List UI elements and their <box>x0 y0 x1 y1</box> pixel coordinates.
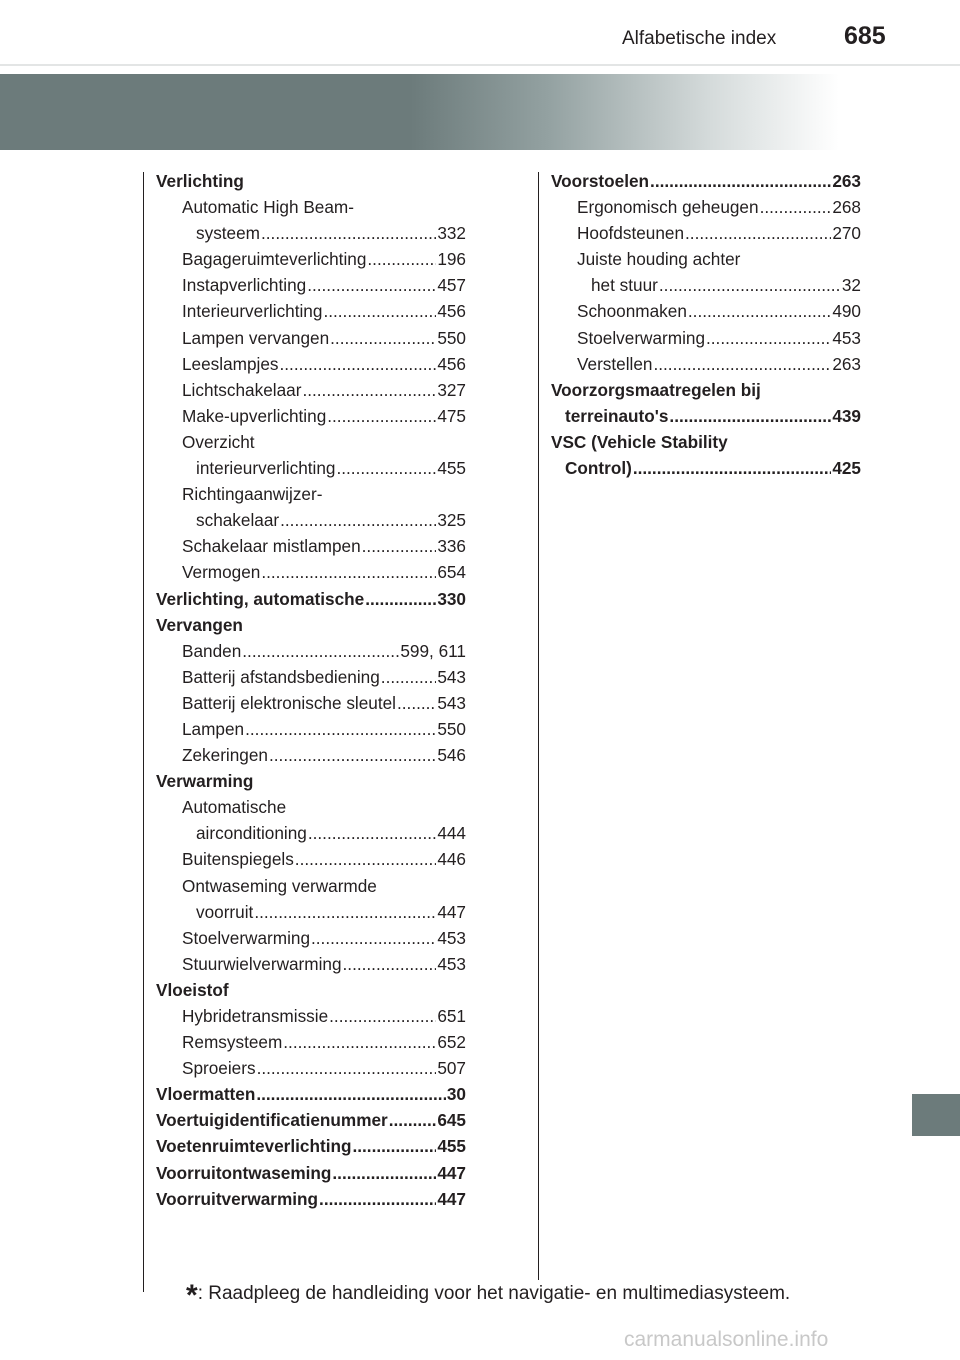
index-entry-page: 654 <box>437 562 466 583</box>
index-entry-page: 330 <box>437 588 466 609</box>
index-entry-page: 270 <box>832 223 861 244</box>
dot-leader <box>319 1186 436 1212</box>
index-entry-page: 543 <box>437 692 466 713</box>
index-entry-term: Voetenruimteverlichting <box>156 1136 352 1157</box>
index-entry-term: Lampen <box>182 718 245 739</box>
index-entry-page: 439 <box>832 405 861 426</box>
header-divider <box>0 64 960 66</box>
index-entry-term: Verwarming <box>156 771 254 792</box>
dot-leader <box>389 1107 437 1133</box>
index-entry-page: 455 <box>437 458 466 479</box>
index-entry <box>156 429 466 455</box>
index-entry-term: Verstellen <box>577 353 653 374</box>
index-entry-page: 490 <box>832 301 861 322</box>
dot-leader <box>659 272 841 298</box>
index-entry <box>156 586 466 612</box>
header-banner <box>0 74 912 150</box>
index-entry-page: 32 <box>841 275 861 296</box>
index-entry-page: 456 <box>437 301 466 322</box>
index-entry <box>156 612 466 638</box>
dot-leader <box>327 403 436 429</box>
dot-leader <box>633 455 831 481</box>
index-entry-page: 457 <box>437 275 466 296</box>
index-entry-term: Hybridetransmissie <box>182 1006 329 1026</box>
index-entry <box>551 220 861 246</box>
index-entry-term: Vloeistof <box>156 979 229 1000</box>
index-entry <box>156 664 466 690</box>
index-entry-term: Juiste houding achter <box>577 249 741 270</box>
dot-leader <box>650 168 831 194</box>
index-entry <box>156 377 466 403</box>
index-entry <box>156 272 466 298</box>
index-entry-term: Lichtschakelaar <box>182 379 302 400</box>
page-number: 685 <box>844 22 886 50</box>
index-entry-term: Vloermatten <box>156 1084 256 1105</box>
index-entry-page: 325 <box>437 510 466 531</box>
dot-leader <box>669 403 831 429</box>
index-entry <box>156 507 466 533</box>
index-entry-page: 453 <box>832 327 861 348</box>
index-entry-term: Interieurverlichting <box>182 301 323 322</box>
index-entry <box>551 351 861 377</box>
index-entry <box>156 533 466 559</box>
index-entry-term: VSC (Vehicle Stability <box>551 431 728 452</box>
dot-leader <box>256 1081 446 1107</box>
left-column-rule <box>143 172 144 1292</box>
index-entry <box>551 377 861 403</box>
index-entry <box>156 559 466 585</box>
index-entry <box>156 951 466 977</box>
index-entry <box>156 873 466 899</box>
index-entry <box>156 455 466 481</box>
dot-leader <box>367 246 436 272</box>
index-entry-term: interieurverlichting <box>196 458 336 479</box>
index-entry <box>551 272 861 298</box>
index-entry-page: 332 <box>437 223 466 244</box>
index-entry <box>156 742 466 768</box>
index-entry-term: Automatic High Beam- <box>182 197 354 218</box>
dot-leader <box>261 220 436 246</box>
index-entry <box>551 455 861 481</box>
index-entry-term: Stuurwielverwarming <box>182 953 342 974</box>
dot-leader <box>397 690 436 716</box>
index-entry-term: Voorruitontwaseming <box>156 1162 332 1183</box>
index-entry <box>156 194 466 220</box>
index-entry <box>156 246 466 272</box>
index-entry-term: Stoelverwarming <box>577 327 705 348</box>
index-column-left <box>156 168 466 1212</box>
index-entry <box>156 1160 466 1186</box>
index-entry <box>156 1003 466 1029</box>
index-entry <box>551 298 861 324</box>
index-entry-term: Voertuigidentificatienummer <box>156 1110 388 1131</box>
dot-leader <box>352 1133 436 1159</box>
index-entry-term: het stuur <box>591 275 658 296</box>
index-entry-term: Hoofdsteunen <box>577 223 685 244</box>
dot-leader <box>330 325 436 351</box>
index-entry-page: 546 <box>437 745 466 766</box>
index-entry-term: Schakelaar mistlampen <box>182 536 361 557</box>
index-entry-term: Verlichting, automatische <box>156 588 365 609</box>
index-entry-term: Schoonmaken <box>577 301 687 322</box>
dot-leader <box>760 194 832 220</box>
index-entry-page: 444 <box>437 823 466 844</box>
index-entry <box>156 820 466 846</box>
index-entry-page: 196 <box>437 249 466 270</box>
index-entry <box>156 1186 466 1212</box>
index-entry-term: terreinauto's <box>565 405 669 426</box>
index-entry-term: Instapverlichting <box>182 275 307 296</box>
footnote <box>186 1279 866 1312</box>
index-entry-page: 651 <box>437 1006 466 1026</box>
dot-leader <box>323 298 436 324</box>
index-entry <box>156 481 466 507</box>
index-entry <box>156 690 466 716</box>
index-entry <box>156 1081 466 1107</box>
index-entry-page: 425 <box>832 458 861 479</box>
index-entry-term: Voorstoelen <box>551 171 650 191</box>
index-entry-term: Banden <box>182 640 242 661</box>
index-entry <box>156 794 466 820</box>
index-entry <box>156 768 466 794</box>
dot-leader <box>257 1055 437 1081</box>
dot-leader <box>283 1029 436 1055</box>
index-entry <box>156 925 466 951</box>
dot-leader <box>242 638 399 664</box>
index-entry-term: Batterij afstandsbediening <box>182 666 380 687</box>
dot-leader <box>261 559 436 585</box>
index-entry <box>156 325 466 351</box>
index-entry-term: Vervangen <box>156 614 243 635</box>
index-entry-page: 652 <box>437 1032 466 1053</box>
index-entry-page: 543 <box>437 666 466 687</box>
index-entry-page: 30 <box>446 1084 466 1105</box>
index-entry-page: 263 <box>832 353 861 374</box>
watermark: carmanualsonline.info <box>624 1328 829 1351</box>
index-entry-page: 599, 611 <box>400 640 466 661</box>
index-entry <box>156 168 466 194</box>
index-entry <box>551 403 861 429</box>
index-entry-term: Lampen vervangen <box>182 327 330 348</box>
index-entry-term: Bagageruimteverlichting <box>182 249 367 270</box>
index-entry <box>156 638 466 664</box>
index-entry-page: 268 <box>832 197 861 218</box>
index-entry-term: Leeslampjes <box>182 353 279 374</box>
index-entry-term: Ontwaseming verwarmde <box>182 875 377 896</box>
index-entry-term: airconditioning <box>196 823 307 844</box>
index-entry-page: 645 <box>437 1110 466 1131</box>
index-entry-page: 456 <box>437 353 466 374</box>
dot-leader <box>280 351 437 377</box>
dot-leader <box>245 716 436 742</box>
footnote-text: : Raadpleeg de handleiding voor het navigatie- en multimediasysteem. <box>197 1283 791 1304</box>
dot-leader <box>365 586 436 612</box>
index-entry <box>156 977 466 1003</box>
dot-leader <box>308 820 436 846</box>
section-side-tab <box>912 1094 960 1136</box>
index-entry-page: 453 <box>437 953 466 974</box>
index-entry-term: Vermogen <box>182 562 261 583</box>
index-entry-term: Remsysteem <box>182 1032 283 1053</box>
index-entry-page: 550 <box>437 327 466 348</box>
index-entry <box>551 429 861 455</box>
index-entry <box>156 846 466 872</box>
dot-leader <box>706 325 831 351</box>
index-entry-page: 263 <box>832 171 861 191</box>
dot-leader <box>688 298 831 324</box>
index-entry-page: 336 <box>437 536 466 557</box>
index-entry-page: 447 <box>437 901 466 922</box>
index-entry-term: systeem <box>196 223 260 244</box>
index-entry <box>156 899 466 925</box>
index-entry <box>156 351 466 377</box>
index-entry-term: Zekeringen <box>182 745 268 766</box>
dot-leader <box>336 455 436 481</box>
index-entry-term: Ergonomisch geheugen <box>577 197 759 218</box>
index-entry-term: Automatische <box>182 797 287 818</box>
index-entry-term: Sproeiers <box>182 1058 256 1079</box>
index-entry <box>156 1107 466 1133</box>
index-entry-term: voorruit <box>196 901 254 922</box>
index-column-right <box>551 168 861 481</box>
index-entry-page: 447 <box>437 1162 466 1183</box>
index-entry-term: Verlichting <box>156 171 244 191</box>
index-entry <box>156 1055 466 1081</box>
index-entry-page: 455 <box>437 1136 466 1157</box>
index-entry-page: 446 <box>437 849 466 870</box>
index-entry-term: Voorzorgsmaatregelen bij <box>551 379 761 400</box>
index-entry-term: Batterij elektronische sleutel <box>182 692 396 713</box>
dot-leader <box>653 351 831 377</box>
index-entry-page: 475 <box>437 405 466 426</box>
index-entry <box>551 168 861 194</box>
index-entry <box>551 194 861 220</box>
dot-leader <box>280 507 436 533</box>
dot-leader <box>295 846 437 872</box>
index-entry-page: 550 <box>437 718 466 739</box>
index-entry-page: 453 <box>437 927 466 948</box>
index-entry-page: 447 <box>437 1188 466 1209</box>
dot-leader <box>332 1160 436 1186</box>
index-entry <box>156 403 466 429</box>
dot-leader <box>362 533 437 559</box>
dot-leader <box>311 925 436 951</box>
index-entry-term: Make-upverlichting <box>182 405 327 426</box>
dot-leader <box>381 664 437 690</box>
index-entry <box>156 1133 466 1159</box>
index-entry-term: schakelaar <box>196 510 280 531</box>
index-entry-term: Voorruitverwarming <box>156 1188 319 1209</box>
index-entry-term: Buitenspiegels <box>182 849 294 870</box>
dot-leader <box>343 951 437 977</box>
index-entry <box>551 325 861 351</box>
dot-leader <box>302 377 436 403</box>
dot-leader <box>685 220 831 246</box>
dot-leader <box>254 899 436 925</box>
index-entry-page: 507 <box>437 1058 466 1079</box>
dot-leader <box>269 742 436 768</box>
index-entry-term: Richtingaanwijzer- <box>182 484 323 505</box>
center-column-rule <box>538 172 539 1280</box>
index-entry-term: Overzicht <box>182 431 255 452</box>
index-entry <box>156 298 466 324</box>
section-title: Alfabetische index <box>622 28 777 49</box>
dot-leader <box>329 1003 436 1029</box>
footnote-marker: * <box>186 1279 198 1312</box>
index-entry <box>551 246 861 272</box>
index-entry <box>156 716 466 742</box>
index-entry-term: Stoelverwarming <box>182 927 310 948</box>
index-entry <box>156 1029 466 1055</box>
index-entry-page: 327 <box>437 379 466 400</box>
index-entry-term: Control) <box>565 458 632 479</box>
index-entry <box>156 220 466 246</box>
dot-leader <box>307 272 436 298</box>
